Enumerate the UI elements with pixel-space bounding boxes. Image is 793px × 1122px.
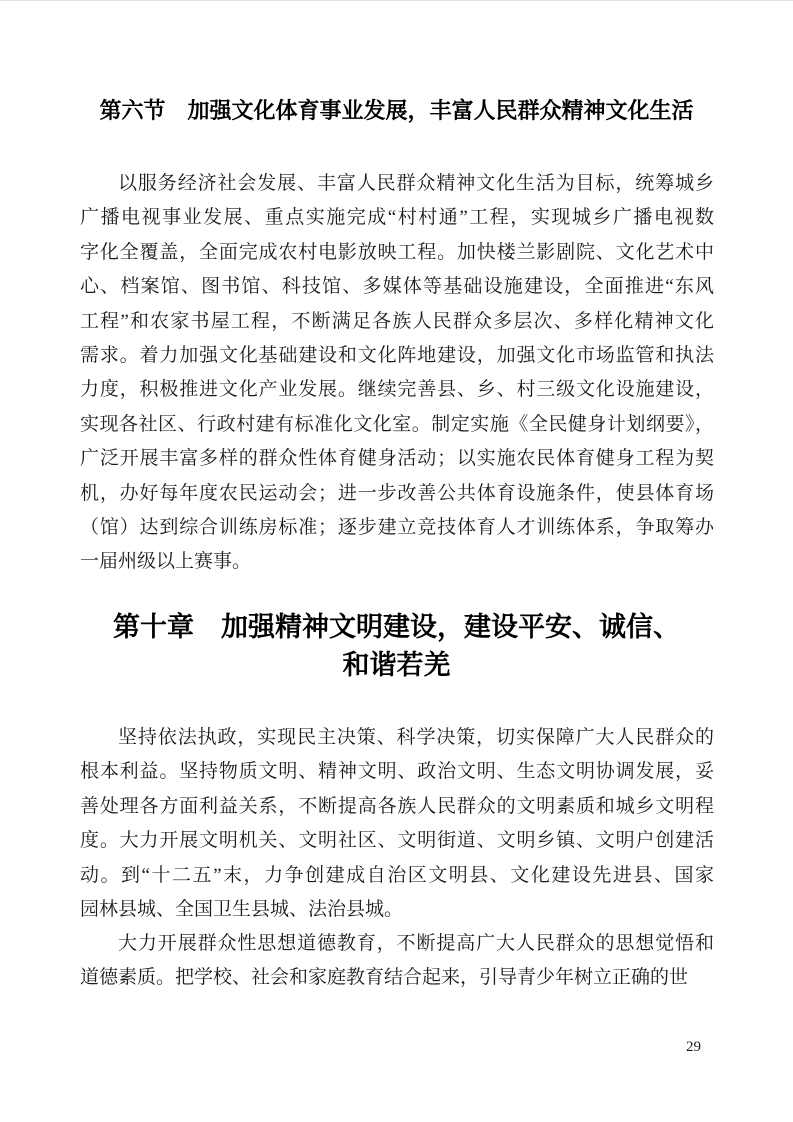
text-line: 工程”和农家书屋工程，不断满足各族人民群众多层次、多样化精神文化 [80,310,714,332]
section-heading: 第六节 加强文化体育事业发展，丰富人民群众精神文化生活 [99,98,694,123]
page-number: 29 [686,1039,701,1055]
text-line: 机，办好每年度农民运动会；进一步改善公共体育设施条件，使县体育场 [80,482,714,504]
text-line: 以服务经济社会发展、丰富人民群众精神文化生活为目标，统筹城乡 [118,173,714,194]
text-line: 广泛开展丰富多样的群众性体育健身活动；以实施农民体育健身工程为契 [80,448,714,470]
text-line: 心、档案馆、图书馆、科技馆、多媒体等基础设施建设，全面推进“东风 [80,276,714,298]
text-line: 大力开展群众性思想道德教育，不断提高广大人民群众的思想觉悟和 [118,933,714,954]
text-line: 根本利益。坚持物质文明、精神文明、政治文明、生态文明协调发展，妥 [80,761,714,783]
text-line: 一届州级以上赛事。 [80,551,252,573]
text-line: 力度，积极推进文化产业发展。继续完善县、乡、村三级文化设施建设， [80,379,714,401]
text-line: 善处理各方面利益关系，不断提高各族人民群众的文明素质和城乡文明程 [80,795,714,817]
text-line: 字化全覆盖，全面完成农村电影放映工程。加快楼兰影剧院、文化艺术中 [80,241,714,263]
chapter-heading [0,608,793,684]
text-line: 需求。着力加强文化基础建设和文化阵地建设，加强文化市场监管和执法 [80,344,714,366]
text-line: 道德素质。把学校、社会和家庭教育结合起来，引导青少年树立正确的世 [80,967,689,989]
text-line: 实现各社区、行政村建有标准化文化室。制定实施《全民健身计划纲要》， [80,413,714,435]
text-line: 广播电视事业发展、重点实施完成“村村通”工程，实现城乡广播电视数 [80,207,714,229]
paragraph [80,167,714,580]
paragraph [80,721,714,927]
paragraph [80,927,714,996]
chapter-heading-line1: 第十章 加强精神文明建设，建设平安、诚信、 [113,612,680,642]
text-line: 坚持依法执政，实现民主决策、科学决策，切实保障广大人民群众的 [118,727,714,748]
text-line: 园林县城、全国卫生县城、法治县城。 [80,898,404,920]
text-line: （馆）达到综合训练房标准；逐步建立竞技体育人才训练体系，争取筹办 [80,516,714,538]
chapter-heading-line2: 和谐若羌 [342,650,451,680]
text-line: 动。到“十二五”末，力争创建成自治区文明县、文化建设先进县、国家 [80,864,714,886]
text-line: 度。大力开展文明机关、文明社区、文明街道、文明乡镇、文明户创建活 [80,830,714,852]
